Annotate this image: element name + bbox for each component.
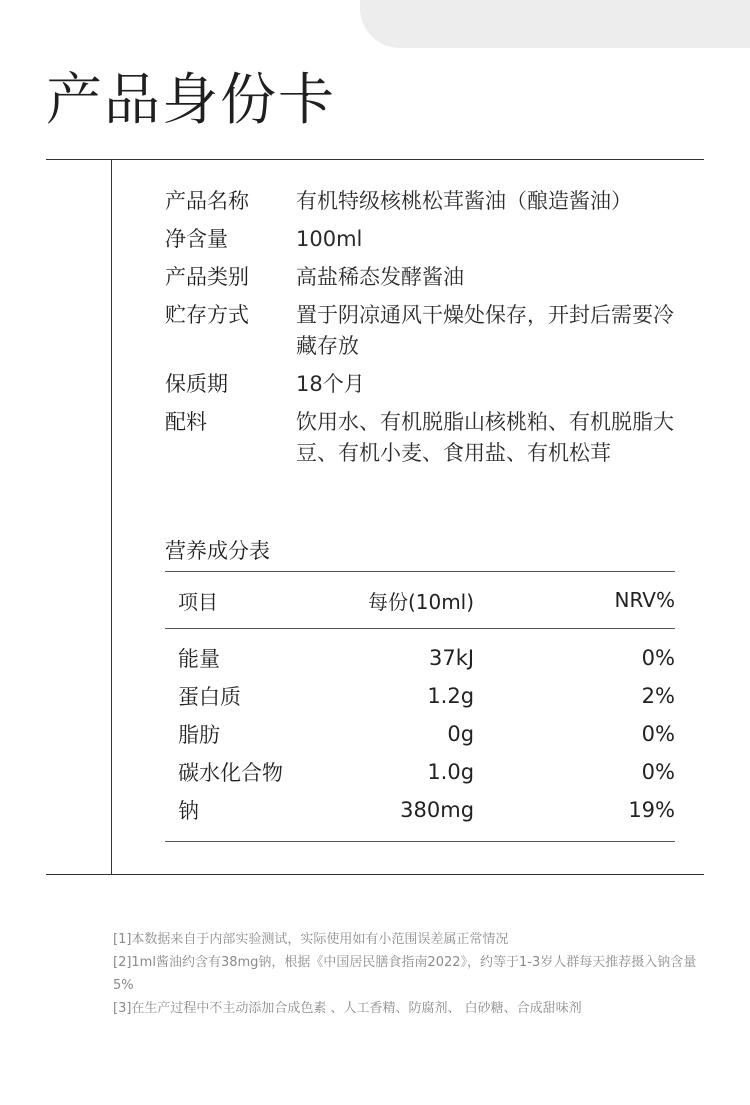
nutrient-serving: 380mg: [400, 798, 475, 822]
vertical-divider: [111, 159, 112, 874]
info-value: 18个月: [296, 372, 365, 396]
table-header: [165, 572, 675, 628]
nutrient-nrv: 0%: [641, 646, 675, 670]
nutrient-nrv: 0%: [641, 722, 675, 746]
nutrient-serving: 0g: [447, 722, 475, 746]
info-row-storage: [165, 300, 685, 362]
table-bottom-line: [165, 841, 675, 842]
info-label: 贮存方式: [165, 303, 249, 327]
info-row-ingredients: [165, 407, 685, 469]
info-row-volume: [165, 224, 685, 255]
info-label: 净含量: [165, 227, 228, 251]
nutrition-title: 营养成分表: [165, 539, 270, 563]
nutrient-serving: 1.2g: [427, 684, 475, 708]
table-row: [165, 753, 675, 791]
info-label: 产品类别: [165, 265, 249, 289]
info-row-name: [165, 186, 685, 217]
footnote: [1]本数据来自于内部实验测试，实际使用如有小范围误差属正常情况: [113, 932, 509, 947]
table-body: [165, 629, 675, 841]
nutrient-nrv: 0%: [641, 760, 675, 784]
table-row: [165, 715, 675, 753]
header-nrv: NRV%: [614, 588, 675, 612]
footnote: [3]在生产过程中不主动添加合成色素 、人工香精、防腐剂、 白砂糖、合成甜味剂: [113, 1001, 582, 1016]
nutrient-serving: 1.0g: [427, 760, 475, 784]
nutrient-nrv: 19%: [628, 798, 675, 822]
nutrient-name: 蛋白质: [178, 685, 241, 709]
table-row: [165, 791, 675, 829]
table-row: [165, 639, 675, 677]
top-divider: [46, 159, 704, 160]
nutrient-name: 碳水化合物: [178, 761, 283, 785]
info-value: 高盐稀态发酵酱油: [296, 265, 464, 289]
info-row-shelf-life: [165, 369, 685, 400]
nutrient-name: 钠: [178, 799, 199, 823]
nutrient-serving: 37kJ: [428, 646, 475, 670]
header-decoration: [360, 0, 750, 48]
info-label: 配料: [165, 410, 207, 434]
footnotes: [113, 928, 713, 1020]
nutrient-name: 脂肪: [178, 723, 220, 747]
table-row: [165, 677, 675, 715]
nutrition-table: [165, 571, 675, 842]
page-title: 产品身份卡: [46, 68, 336, 133]
bottom-divider: [46, 874, 704, 875]
info-row-category: [165, 262, 685, 293]
info-value: 置于阴凉通风干燥处保存，开封后需要冷藏存放: [296, 303, 674, 358]
header-serving: 每份(10ml): [367, 589, 475, 614]
header-item: 项目: [178, 589, 218, 614]
info-label: 产品名称: [165, 189, 249, 213]
product-info: [165, 186, 685, 476]
info-value: 有机特级核桃松茸酱油（酿造酱油）: [296, 189, 632, 213]
info-label: 保质期: [165, 372, 228, 396]
info-value: 100ml: [296, 227, 363, 251]
footnote: [2]1ml酱油约含有38mg钠，根据《中国居民膳食指南2022》，约等于1-3岁人群每天推荐摄入钠含量5%: [113, 955, 697, 993]
nutrient-name: 能量: [178, 647, 220, 671]
nutrient-nrv: 2%: [641, 684, 675, 708]
info-value: 饮用水、有机脱脂山核桃粕、有机脱脂大豆、有机小麦、食用盐、有机松茸: [296, 410, 674, 465]
